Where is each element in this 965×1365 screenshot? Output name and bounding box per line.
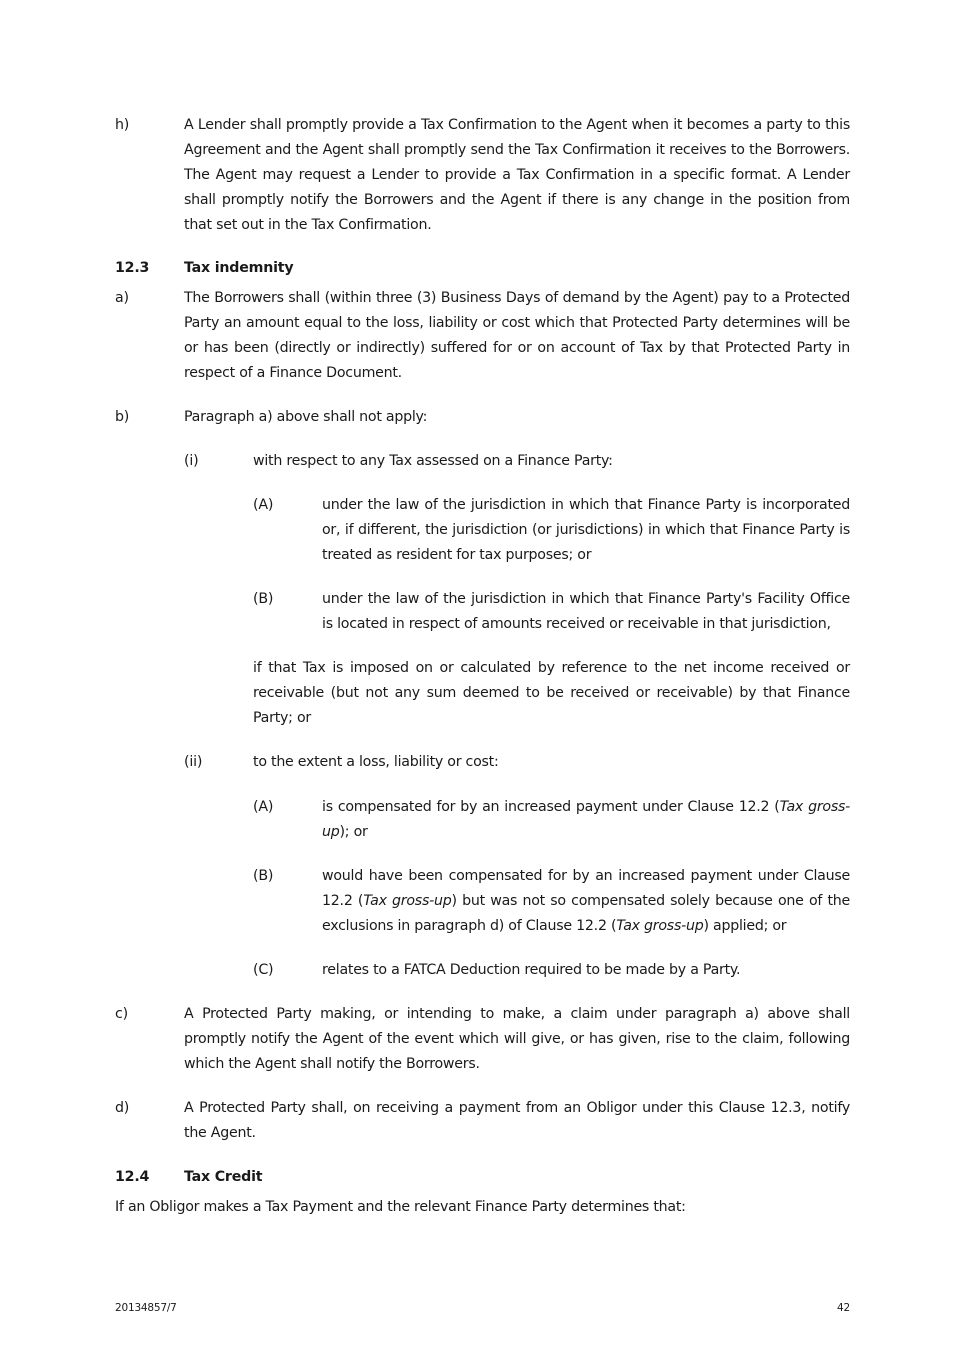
clause-12-4-number: 12.4 [115,1169,150,1185]
italic-ref: Tax gross-up [322,799,850,840]
clause-12-4-title: Tax Credit [184,1169,263,1185]
para-b-ii-text: to the extent a loss, liability or cost: [253,754,499,770]
para-h-text: A Lender shall promptly provide a Tax Confirmation to the Agent when it becomes a party to this Agreement and the Agent shall promptly send the Tax Confirmation it receives to the Borrowers. The Agent may request a Lender to provide a Tax Confirmation in a specific format. A Lender shall promptly notify the Borrowers and the Agent if there is any change in the position from that set out in the Tax Confirmation. [184,117,850,233]
para-b-i-text: with respect to any Tax assessed on a Finance Party: [253,453,613,469]
para-b-i-B-label: (B) [253,591,274,607]
para-c-label: c) [115,1006,128,1022]
clause-12-3-number: 12.3 [115,260,150,276]
para-b-i-A-label: (A) [253,497,274,513]
para-b-ii-B-text: would have been compensated for by an increased payment under Clause 12.2 (Tax gross-up) but was not so compensated solely because one of the exclusions in paragraph d) of Clause 12.2 (Tax gross-up) applied; or [322,868,850,934]
para-b-ii-C-label: (C) [253,962,274,978]
para-b-i-tail-text: if that Tax is imposed on or calculated by reference to the net income received or receivable (but not any sum deemed to be received or receivable) by that Finance Party; or [253,660,850,726]
footer-doc-ref: 20134857/7 [115,1302,177,1314]
para-b-ii-A-label: (A) [253,799,274,815]
para-a-text: The Borrowers shall (within three (3) Business Days of demand by the Agent) pay to a Protected Party an amount equal to the loss, liability or cost which that Protected Party determines will be or has been (directly or indirectly) suffered for or on account of Tax by that Protected Party in respect of a Finance Document. [184,290,850,381]
para-b-i-A-text: under the law of the jurisdiction in which that Finance Party is incorporated or, if different, the jurisdiction (or jurisdictions) in which that Finance Party is treated as resident for tax purposes; or [322,497,850,563]
para-a-label: a) [115,290,129,306]
italic-ref: Tax gross-up [363,893,452,909]
para-b-i-label: (i) [184,453,199,469]
para-h-label: h) [115,117,130,133]
para-d-label: d) [115,1100,130,1116]
para-b-ii-label: (ii) [184,754,203,770]
para-c-text: A Protected Party making, or intending to make, a claim under paragraph a) above shall promptly notify the Agent of the event which will give, or has given, rise to the claim, following which the Agent shall notify the Borrowers. [184,1006,850,1072]
para-b-ii-B-label: (B) [253,868,274,884]
para-d-text: A Protected Party shall, on receiving a payment from an Obligor under this Clause 12.3, notify the Agent. [184,1100,850,1141]
footer-page-number: 42 [837,1302,850,1314]
para-b-text: Paragraph a) above shall not apply: [184,409,428,425]
clause-12-4-intro: If an Obligor makes a Tax Payment and the relevant Finance Party determines that: [115,1199,686,1215]
para-b-label: b) [115,409,130,425]
para-b-ii-A-text: is compensated for by an increased payment under Clause 12.2 (Tax gross-up); or [322,799,850,840]
italic-ref: Tax gross-up [616,918,704,934]
clause-12-3-title: Tax indemnity [184,260,294,276]
para-b-ii-C-text: relates to a FATCA Deduction required to be made by a Party. [322,962,741,978]
para-b-i-B-text: under the law of the jurisdiction in which that Finance Party's Facility Office is located in respect of amounts received or receivable in that jurisdiction, [322,591,850,632]
